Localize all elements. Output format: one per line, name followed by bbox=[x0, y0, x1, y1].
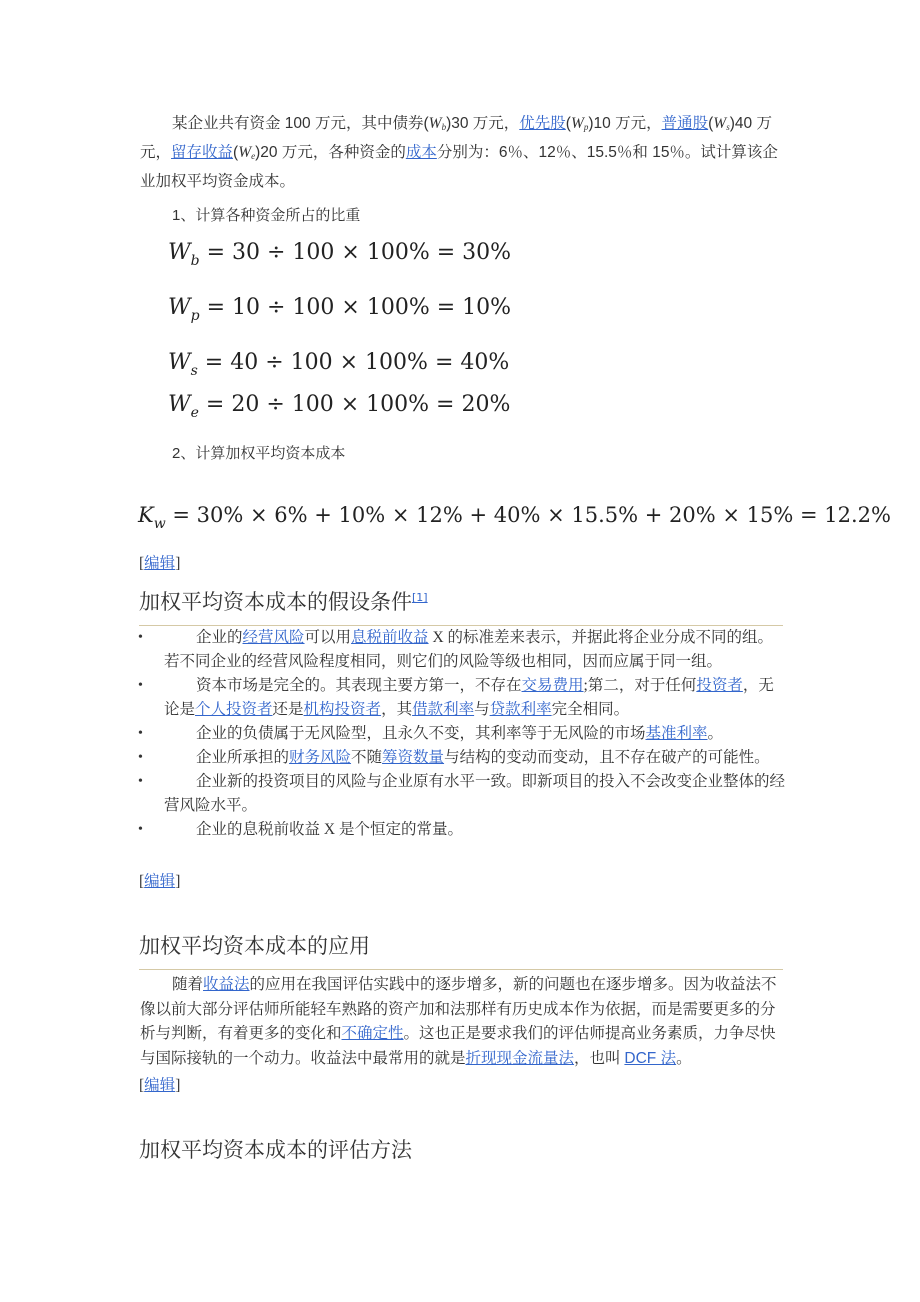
link-ebit[interactable]: 息税前收益 bbox=[351, 629, 429, 646]
formula-we: $W_e = 20 \div 100 \times 100\% = 20\%$ bbox=[168, 392, 511, 421]
formula-wp: $W_p = 10 \div 100 \times 100\% = 10\%$ bbox=[168, 295, 512, 324]
formula-ws: $W_s = 40 \div 100 \times 100\% = 40\%$ bbox=[168, 350, 510, 379]
assumptions-list bbox=[140, 626, 785, 842]
list-item: • 企业的息税前收益 X 是个恒定的常量。 bbox=[140, 818, 785, 842]
link-financing-amount[interactable]: 筹资数量 bbox=[382, 749, 445, 766]
bullet-icon: • bbox=[138, 750, 143, 765]
link-individual-investor[interactable]: 个人投资者 bbox=[195, 701, 273, 718]
bullet-icon: • bbox=[138, 774, 143, 789]
edit-link-container: [编辑] bbox=[139, 1077, 181, 1094]
step-1-heading: 1、计算各种资金所占的比重 bbox=[172, 207, 361, 224]
section-heading-valuation-methods: 加权平均资本成本的评估方法 bbox=[139, 1138, 412, 1162]
edit-link[interactable]: 编辑 bbox=[144, 873, 176, 890]
bullet-icon: • bbox=[138, 726, 143, 741]
application-paragraph: 随着收益法的应用在我国评估实践中的逐步增多，新的问题也在逐步增多。因为收益法不像以前大部分评估师所能轻车熟路的资产加和法那样有历史成本作为依据，而是需要更多的分析与判断，有着更多的变化和不确定性。这也正是要求我们的评估师提高业务素质，力争尽快与国际接轨的一个动力。收益法中最常用的就是折现现金流量法，也叫 DCF 法。 bbox=[140, 976, 777, 1067]
intro-paragraph: 某企业共有资金 100 万元，其中债券$(W_b)30$ 万元，优先股$(W_p)10$ 万元，普通股$(W_s)40$ 万元，留存收益$(W_e)20$ 万元，各种资金的成本分别为：6％、12％、15.5％和 15％。试计算该企业加权平均资金成本。 bbox=[140, 115, 778, 190]
edit-link-container: [编辑] bbox=[139, 873, 181, 890]
link-financial-risk[interactable]: 财务风险 bbox=[289, 749, 352, 766]
link-income-approach[interactable]: 收益法 bbox=[203, 976, 250, 993]
section-divider bbox=[139, 969, 783, 970]
reference-link[interactable]: [1] bbox=[412, 591, 428, 604]
bullet-icon: • bbox=[138, 630, 143, 645]
link-cost[interactable]: 成本 bbox=[405, 144, 437, 161]
section-heading-assumptions: 加权平均资本成本的假设条件[1] bbox=[139, 590, 428, 614]
section-heading-application: 加权平均资本成本的应用 bbox=[139, 934, 370, 958]
formula-wb: $W_b = 30 \div 100 \times 100\% = 30\%$ bbox=[168, 240, 512, 269]
link-lending-rate[interactable]: 贷款利率 bbox=[489, 701, 552, 718]
link-uncertainty[interactable]: 不确定性 bbox=[341, 1025, 404, 1042]
link-business-risk[interactable]: 经营风险 bbox=[242, 629, 305, 646]
link-transaction-cost[interactable]: 交易费用 bbox=[521, 677, 584, 694]
list-item: • 企业的经营风险可以用息税前收益 X 的标准差来表示，并据此将企业分成不同的组。若不同企业的经营风险程度相同，则它们的风险等级也相同，因而应属于同一组。 bbox=[140, 626, 785, 674]
link-dcf-method[interactable]: 折现现金流量法 bbox=[465, 1049, 575, 1067]
link-institutional-investor[interactable]: 机构投资者 bbox=[303, 701, 382, 718]
link-benchmark-rate[interactable]: 基准利率 bbox=[645, 725, 708, 742]
list-item: • 资本市场是完全的。其表现主要方第一，不存在交易费用;第二，对于任何投资者，无论是个人投资者还是机构投资者，其借款利率与贷款利率完全相同。 bbox=[140, 674, 785, 722]
edit-link-container: [编辑] bbox=[139, 555, 181, 572]
edit-link[interactable]: 编辑 bbox=[144, 555, 176, 572]
link-preferred-stock[interactable]: 优先股 bbox=[519, 115, 566, 132]
list-item: • 企业所承担的财务风险不随筹资数量与结构的变动而变动，且不存在破产的可能性。 bbox=[140, 746, 785, 770]
link-retained-earnings[interactable]: 留存收益 bbox=[171, 144, 234, 161]
edit-link[interactable]: 编辑 bbox=[144, 1077, 176, 1094]
list-item: • 企业的负债属于无风险型，且永久不变，其利率等于无风险的市场基准利率。 bbox=[140, 722, 785, 746]
link-investor[interactable]: 投资者 bbox=[696, 677, 743, 694]
formula-kw: $K_w = 30\% \times 6\% + 10\% \times 12\% + 40\% \times 15.5\% + 20\% \times 15\% = 12.2\%$ bbox=[138, 503, 891, 532]
step-2-heading: 2、计算加权平均资本成本 bbox=[172, 445, 346, 462]
bullet-icon: • bbox=[138, 678, 143, 693]
bullet-icon: • bbox=[138, 822, 143, 837]
list-item: • 企业新的投资项目的风险与企业原有水平一致。即新项目的投入不会改变企业整体的经营风险水平。 bbox=[140, 770, 785, 818]
link-dcf[interactable]: DCF 法 bbox=[624, 1049, 677, 1067]
link-borrowing-rate[interactable]: 借款利率 bbox=[412, 701, 475, 718]
link-common-stock[interactable]: 普通股 bbox=[661, 115, 709, 132]
